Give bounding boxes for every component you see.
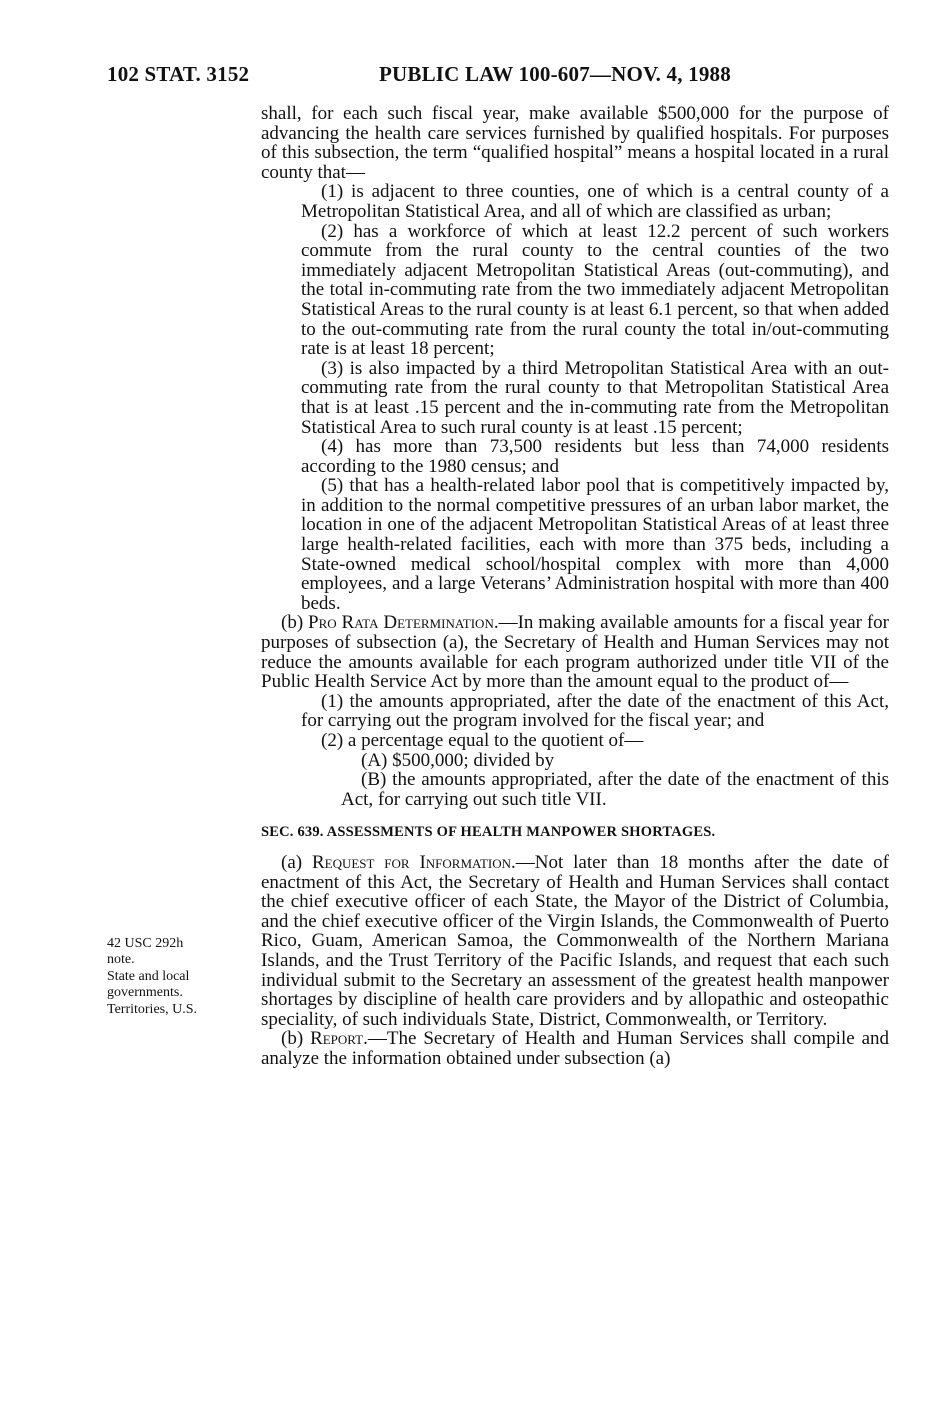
b-sub-item-b: (B) the amounts appropriated, after the date of the enactment of this Act, for carrying out such title VII. xyxy=(341,769,889,810)
margin-note-state-local: State and local xyxy=(107,968,190,984)
b-list-item-2: (2) a percentage equal to the quotient of— xyxy=(321,730,644,751)
intro-paragraph: shall, for each such fiscal year, make available $500,000 for the purpose of advancing the health care services furnished by qualified hospitals. For purposes of this subsection, the term “qualified hospital” means a hospital located in a rural county that— xyxy=(261,103,889,183)
subsection-b-text: —In making available amounts for a fiscal year for purposes of subsection (a), the Secretary of Health and Human Services may not reduce the amounts available for each program authorized under title VII of the Public Health Service Act by more than the amount equal to the product of— xyxy=(261,612,890,693)
list-item-3: (3) is also impacted by a third Metropolitan Statistical Area with an out-commuting rate from the rural county to that Metropolitan Statistical Area that is at least .15 percent and the in-commuting rate from the Metropolitan Statistical Area to such rural county is at least .15 percent; xyxy=(301,357,889,438)
subsection-b-pro-rata xyxy=(261,613,889,691)
law-body-text xyxy=(261,104,889,1069)
margin-note-usc: 42 USC 292h xyxy=(107,936,184,951)
section-639-heading: SEC. 639. ASSESSMENTS OF HEALTH MANPOWER SHORTAGES. xyxy=(261,824,716,841)
section-639-subsection-a xyxy=(261,853,889,1029)
margin-notes xyxy=(107,936,247,1018)
list-item-2: (2) has a workforce of which at least 12.2 percent of such workers commute from the rural county to the central counties of the two immediately adjacent Metropolitan Statistical Areas (out-commuting), and the total in-commuting rate from the two immediately adjacent Metropolitan Statistical Areas to the rural county is at least 6.1 percent, so that when added to the out-commuting rate from the rural county the total in/out-commuting rate is at least 18 percent; xyxy=(301,220,889,360)
statute-page-number: 102 STAT. 3152 xyxy=(107,62,250,86)
margin-note-territories: Territories, U.S. xyxy=(107,1001,198,1017)
list-item-1: (1) is adjacent to three counties, one of which is a central county of a Metropolitan Statistical Area, and all of which are classified as urban; xyxy=(301,181,889,222)
page-header xyxy=(107,62,907,88)
subsection-b-number: (b) xyxy=(281,612,304,634)
sec-a-text: —Not later than 18 months after the date of enactment of this Act, the Secretary of Health and Human Services shall contact the chief executive officer of each State, the Mayor of the District of Columbia, and the chief executive officer of the Virgin Islands, the Commonwealth of Puerto Rico, Guam, American Samoa, the Commonwealth of the Northern Mariana Islands, and the Trust Territory of the Pacific Islands, and request that each such individual submit to the Secretary an assessment of the greatest health manpower shortages by discipline of health care providers and by allopathic and osteopathic speciality, of such individuals State, District, Commonwealth, or Territory. xyxy=(261,851,889,1030)
margin-note-note: note. xyxy=(107,952,135,968)
sec-b-number: (b) xyxy=(281,1028,304,1050)
b-list-item-1: (1) the amounts appropriated, after the date of the enactment of this Act, for carrying out the program involved for the fiscal year; and xyxy=(301,690,889,732)
b-sub-item-a: (A) $500,000; divided by xyxy=(361,749,555,771)
margin-note-governments: governments. xyxy=(107,985,183,1001)
list-item-4: (4) has more than 73,500 residents but less than 74,000 residents according to the 1980 census; and xyxy=(301,436,889,477)
public-law-citation: PUBLIC LAW 100-607—NOV. 4, 1988 xyxy=(379,62,731,86)
sec-a-heading: Request for Information. xyxy=(311,851,516,873)
list-item-5: (5) that has a health-related labor pool that is competitively impacted by, in addition to the normal competitive pressures of an urban labor market, the location in one of the adjacent Metropolitan Statistical Areas of at least three large health-related facilities, each with more than 375 beds, including a State-owned medical school/hospital complex with more than 4,000 employees, and a large Veterans’ Administration hospital with more than 400 beds. xyxy=(301,475,889,614)
sec-b-heading: Report. xyxy=(310,1028,368,1050)
sec-b-text: —The Secretary of Health and Human Services shall compile and analyze the information obtained under subsection (a) xyxy=(261,1028,890,1069)
section-639-subsection-b xyxy=(261,1029,889,1068)
subsection-b-heading: Pro Rata Determination. xyxy=(308,612,499,634)
sec-a-number: (a) xyxy=(281,851,303,873)
